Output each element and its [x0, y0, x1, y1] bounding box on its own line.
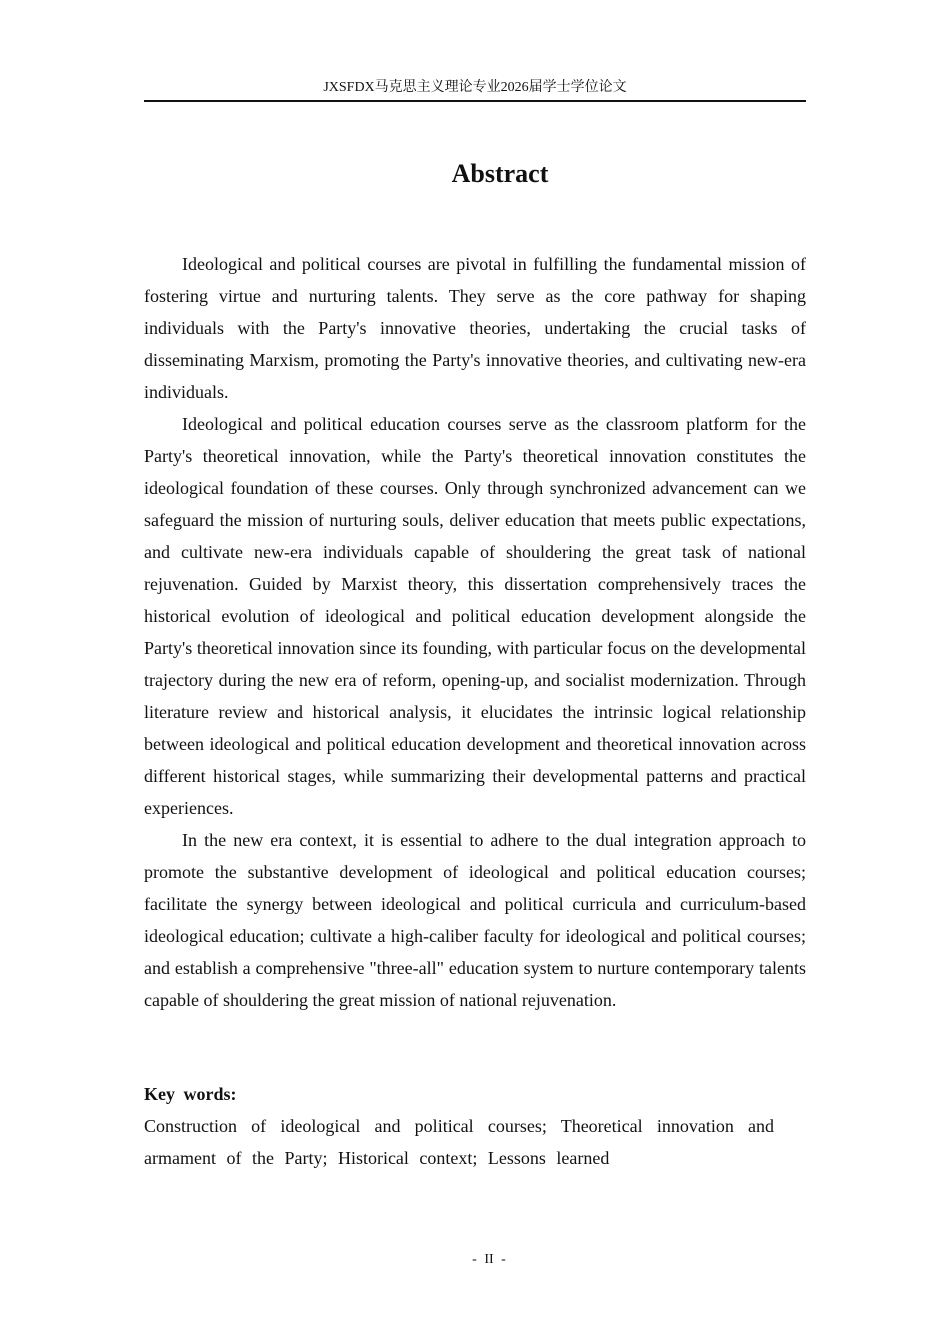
keywords-label: Key words: [144, 1084, 237, 1104]
abstract-title: Abstract [451, 159, 549, 188]
header-rule [144, 100, 806, 102]
abstract-paragraph-3: In the new era context, it is essential to adhere to the dual integration approach to promote the substantive development of ideological and political education courses; facilitate the synergy between ideological and political curricula and curriculum-based ideological education; cultivate a high-caliber faculty for ideological and political courses; and establish a comprehensive "three-all" education system to nurture contemporary talents capable of shouldering the great mission of national rejuvenation. [144, 830, 806, 1010]
keywords-text: Construction of ideological and political courses; Theoretical innovation and armament of the Party; Historical context; Lessons learned [144, 1116, 774, 1168]
keywords-section [144, 1078, 774, 1174]
abstract-body [144, 248, 806, 1016]
abstract-paragraph-1: Ideological and political courses are pivotal in fulfilling the fundamental mission of fostering virtue and nurturing talents. They serve as the core pathway for shaping individuals with the Party's innovative theories, undertaking the crucial tasks of disseminating Marxism, promoting the Party's innovative theories, and cultivating new-era individuals. [144, 254, 806, 402]
abstract-paragraph-2: Ideological and political education courses serve as the classroom platform for the Party's theoretical innovation, while the Party's theoretical innovation constitutes the ideological foundation of these courses. Only through synchronized advancement can we safeguard the mission of nurturing souls, deliver education that meets public expectations, and cultivate new-era individuals capable of shouldering the great task of national rejuvenation. Guided by Marxist theory, this dissertation comprehensively traces the historical evolution of ideological and political education development alongside the Party's theoretical innovation since its founding, with particular focus on the developmental trajectory during the new era of reform, opening-up, and socialist modernization. Through literature review and historical analysis, it elucidates the intrinsic logical relationship between ideological and political education development and theoretical innovation across different historical stages, while summarizing their developmental patterns and practical experiences. [144, 414, 806, 818]
running-header: JXSFDX马克思主义理论专业2026届学士学位论文 [323, 80, 627, 95]
page-number: - II - [472, 1252, 506, 1267]
